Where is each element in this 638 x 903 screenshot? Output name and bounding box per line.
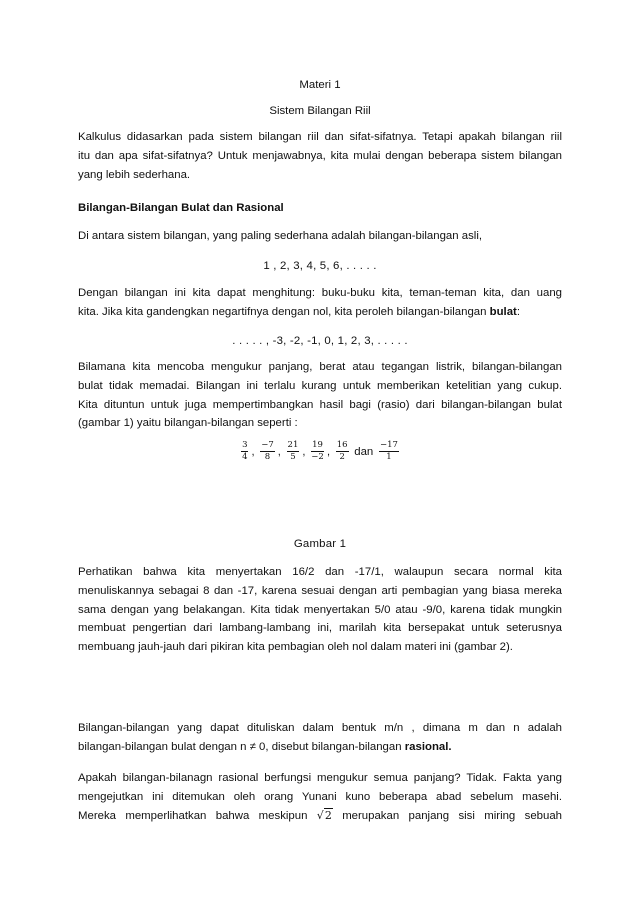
term-rasional: rasional.: [404, 740, 452, 753]
counting-paragraph: [78, 284, 562, 322]
counting-text: kita. Jika kita gandengkan negartifnya dengan nol, kita peroleh bilangan-bilangan: [78, 305, 490, 318]
measure-line-3: Kita dituntun untuk juga mempertimbangkan hasil bagi (rasio) dari bilangan-bilangan bulat: [78, 398, 562, 411]
fraction-denominator: −2: [311, 452, 324, 462]
fraction-denominator: 4: [242, 452, 248, 462]
fraction: [311, 440, 324, 463]
notice-line-5: membuang jauh-jauh dari pikiran kita pembagian oleh nol dalam materi ini (gambar 2).: [78, 641, 513, 654]
fraction-numerator: 21: [287, 440, 299, 450]
fraction: [241, 440, 248, 463]
page-title: Materi 1: [299, 79, 341, 91]
notice-line-2: menuliskannya sebagai 8 dan -17, karena sesuai dengan arti pembagian yang biasa mereka: [78, 584, 562, 597]
sqrt-symbol: √: [316, 808, 324, 822]
section-heading: Bilangan-Bilangan Bulat dan Rasional: [78, 202, 284, 214]
question-line-3-start: Mereka memperlihatkan bahwa meskipun: [78, 809, 308, 822]
notice-line-1: Perhatikan bahwa kita menyertakan 16/2 dan -17/1, walaupun secara normal kita: [78, 566, 562, 578]
fraction: [336, 440, 349, 463]
fraction-denominator: 2: [339, 452, 345, 462]
question-line-2: mengejutkan ini ditemukan oleh orang Yunani kuno beberapa abad sebelum masehi.: [78, 790, 562, 803]
fraction: [379, 440, 399, 463]
counting-line-2: [78, 303, 562, 322]
integer-sequence: . . . . . , -3, -2, -1, 0, 1, 2, 3, . . . . .: [232, 335, 408, 347]
fraction-denominator: 8: [264, 452, 271, 462]
natural-sequence: 1 , 2, 3, 4, 5, 6, . . . . .: [263, 260, 377, 272]
measure-line-4: (gambar 1) yaitu bilangan-bilangan seperti :: [78, 417, 298, 430]
rational-line-1: Bilangan-bilangan yang dapat dituliskan dalam bentuk m/n , dimana m dan n adalah: [78, 722, 562, 734]
fraction-numerator: 3: [242, 440, 248, 450]
rational-line-2: [78, 738, 562, 757]
rational-paragraph: [78, 719, 562, 757]
question-paragraph: [78, 769, 562, 825]
question-line-1: Apakah bilangan-bilanagn rasional berfungsi mengukur semua panjang? Tidak. Fakta yang: [78, 772, 562, 784]
counting-line-1: Dengan bilangan ini kita dapat menghitung: buku-buku kita, teman-teman kita, dan uang: [78, 287, 562, 299]
question-line-3-end: merupakan panjang sisi miring sebuah: [342, 809, 562, 822]
fraction-examples: $\frac{3}{4}$ , $\frac{-7}{8}$ , $\frac{21}{5}$ , $\frac{19}{-2}$ , $\frac{16}{2}$ dan $\frac{-17}{1}$: [242, 440, 398, 462]
fraction-numerator: 19: [312, 440, 323, 450]
page-subtitle: Sistem Bilangan Riil: [269, 105, 371, 117]
rational-text: bilangan-bilangan bulat dengan n ≠ 0, disebut bilangan-bilangan: [78, 740, 405, 753]
intro-line-1: Kalkulus didasarkan pada sistem bilangan riil dan sifat-sifatnya. Tetapi apakah bilangan riil: [78, 131, 562, 143]
question-line-3: [78, 807, 562, 826]
fraction-denominator: 5: [290, 452, 296, 462]
fraction-numerator: −17: [379, 440, 398, 450]
figure-caption: Gambar 1: [293, 538, 347, 550]
fraction: [260, 440, 275, 463]
fraction-denominator: 1: [386, 452, 392, 462]
sqrt-expression: [317, 808, 333, 822]
intro-line-3: yang lebih sederhana.: [78, 168, 191, 181]
measure-paragraph: [78, 358, 562, 433]
notice-line-3: sama dengan yang belakangan. Kita tidak menyertakan 5/0 atau -9/0, karena tidak mungkin: [78, 603, 562, 616]
intro-paragraph: [78, 128, 562, 184]
fraction-numerator: −7: [261, 440, 274, 450]
measure-line-2: bulat tidak memadai. Bilangan ini terlalu kurang untuk memberikan ketelitian yang cukup.: [78, 379, 562, 392]
notice-line-4: membuat pengertian dari lambang-lambang ini, marilah kita bersepakat untuk seterusnya: [78, 622, 562, 635]
sqrt-radicand: 2: [324, 808, 332, 822]
counting-colon: :: [516, 305, 521, 318]
fraction-numerator: 16: [336, 440, 348, 450]
intro-line-2: itu dan apa sifat-sifatnya? Untuk menjawabnya, kita mulai dengan beberapa sistem bilangan: [78, 149, 562, 162]
fraction-and: dan: [354, 445, 374, 458]
term-bulat: bulat: [489, 305, 517, 318]
notice-paragraph: [78, 563, 562, 657]
measure-line-1: Bilamana kita mencoba mengukur panjang, berat atau tegangan listrik, bilangan-bilangan: [78, 361, 562, 373]
fraction: [287, 440, 300, 463]
natural-intro: Di antara sistem bilangan, yang paling sederhana adalah bilangan-bilangan asli,: [78, 230, 483, 242]
